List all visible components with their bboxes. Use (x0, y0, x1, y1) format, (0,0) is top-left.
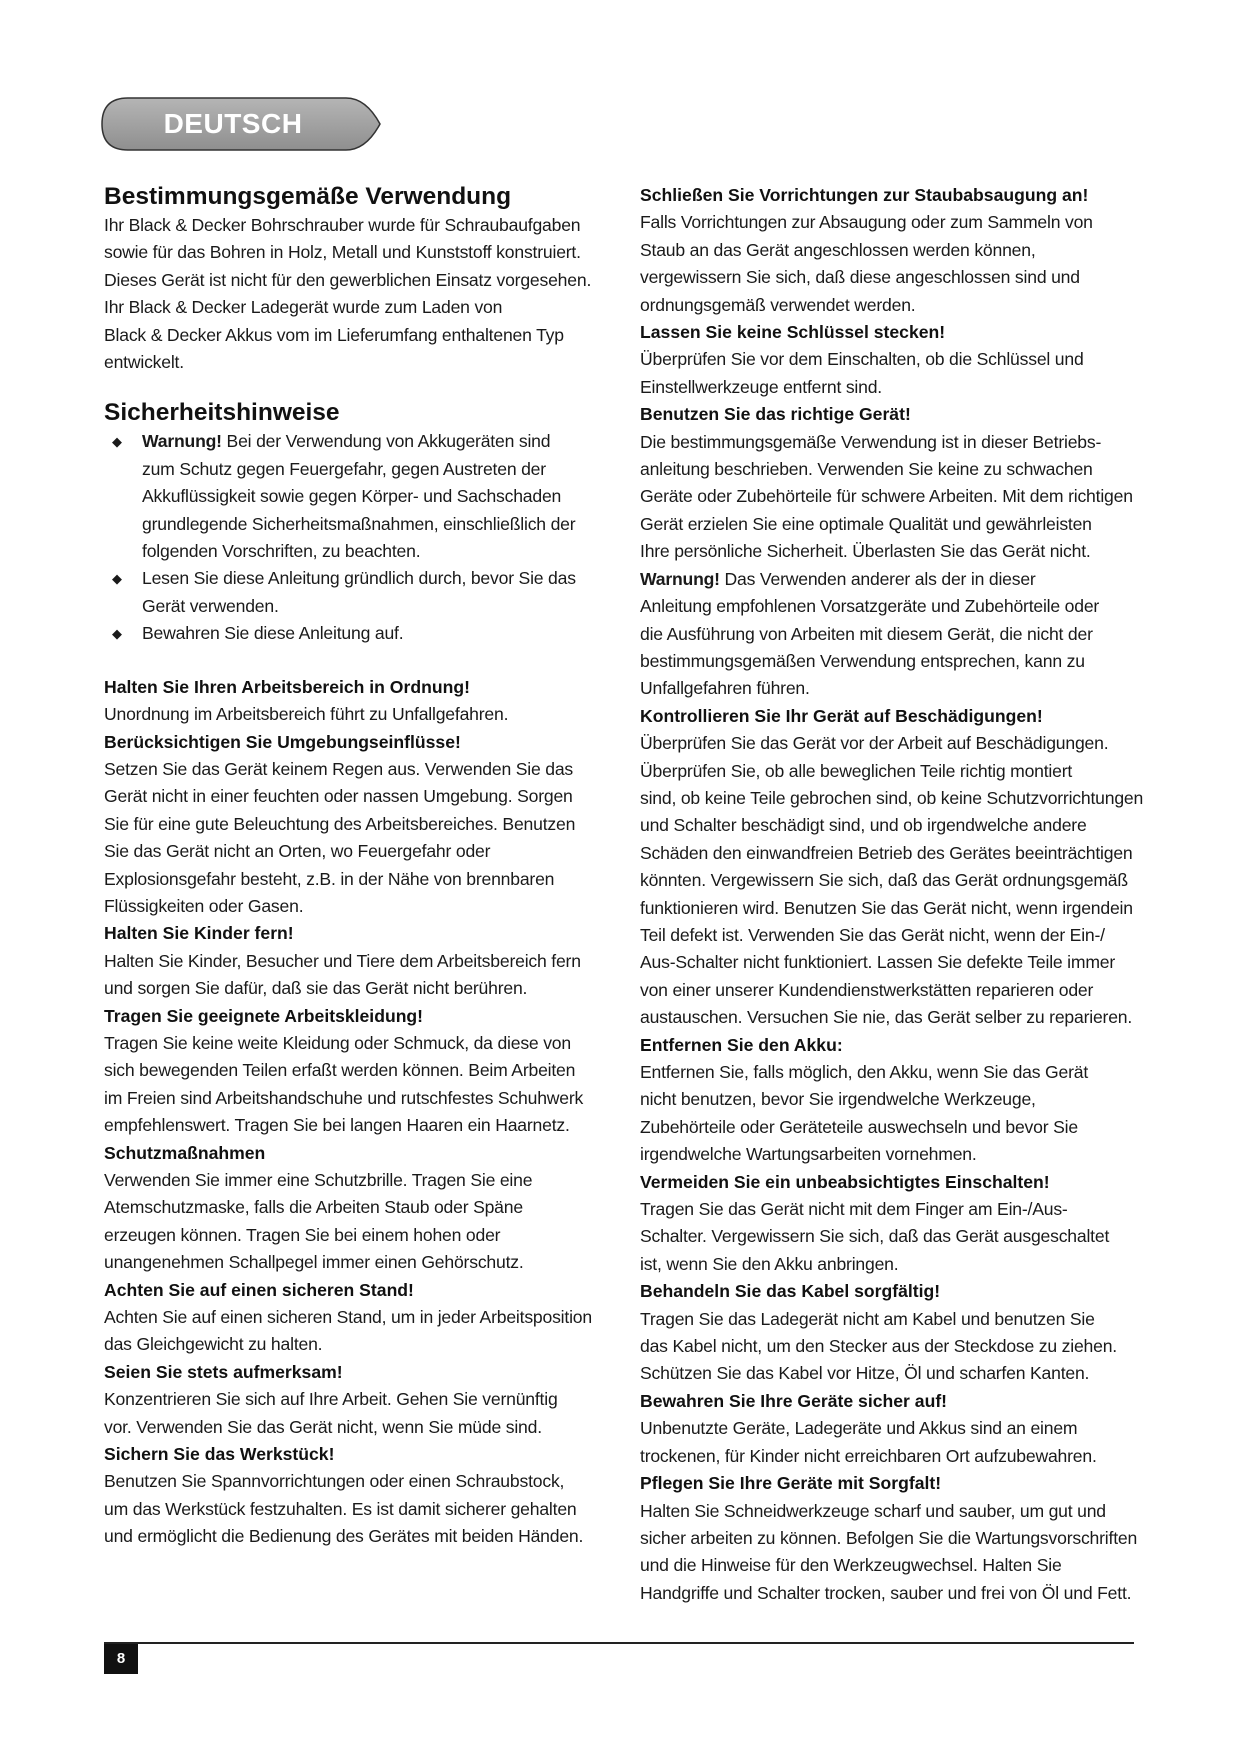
text-line: Überprüfen Sie das Gerät vor der Arbeit auf Beschädigungen. (640, 733, 1109, 754)
text-line: irgendwelche Wartungsarbeiten vornehmen. (640, 1144, 977, 1165)
diamond-bullet-icon: ◆ (112, 571, 122, 587)
text-line: Verwenden Sie immer eine Schutzbrille. Tragen Sie eine (104, 1170, 533, 1190)
text-line: Atemschutzmaske, falls die Arbeiten Staub oder Späne (104, 1197, 523, 1218)
text-line: Konzentrieren Sie sich auf Ihre Arbeit. Gehen Sie vernünftig (104, 1389, 558, 1410)
bullet-item (104, 565, 614, 620)
right-safety-blocks (640, 182, 1150, 566)
text-line: erzeugen können. Tragen Sie bei einem hohen oder (104, 1224, 501, 1245)
text-line: um das Werkstück festzuhalten. Es ist damit sicherer gehalten (104, 1498, 577, 1519)
page-number: 8 (104, 1644, 138, 1674)
text-line: Aus-Schalter nicht funktioniert. Lassen Sie defekte Teile immer (640, 952, 1116, 973)
intended-use-text (104, 212, 614, 376)
text-line: folgenden Vorschriften, zu beachten. (142, 541, 421, 562)
section-title-intended-use: Bestimmungsgemäße Verwendung (104, 183, 512, 210)
text-line: Halten Sie Kinder, Besucher und Tiere dem Arbeitsbereich fern (104, 950, 581, 971)
safety-block (640, 1388, 1150, 1470)
text-line: Überprüfen Sie vor dem Einschalten, ob die Schlüssel und (640, 349, 1084, 370)
text-line: Achten Sie auf einen sicheren Stand, um in jeder Arbeitsposition (104, 1307, 592, 1328)
section-title-safety: Sicherheitshinweise (104, 399, 340, 427)
text-line: und sorgen Sie dafür, daß sie das Gerät nicht berühren. (104, 978, 528, 999)
right-column (640, 182, 1150, 1607)
text-line: Bei der Verwendung von Akkugeräten sind (226, 431, 551, 452)
block-heading: Entfernen Sie den Akku: (640, 1034, 843, 1055)
text-line: zum Schutz gegen Feuergefahr, gegen Austreten der (142, 458, 546, 479)
text-line: Überprüfen Sie, ob alle beweglichen Teile richtig montiert (640, 760, 1073, 781)
text-line: könnten. Vergewissern Sie sich, daß das Gerät ordnungsgemäß (640, 870, 1128, 891)
warning-paragraph (640, 566, 1150, 703)
block-heading: Kontrollieren Sie Ihr Gerät auf Beschädigungen! (640, 705, 1043, 726)
text-line: Sie das Gerät nicht an Orten, wo Feuergefahr oder (104, 841, 491, 862)
text-line: bestimmungsgemäßen Verwendung entsprechen, kann zu (640, 650, 1085, 671)
text-line: und ermöglicht die Bedienung des Gerätes mit beiden Händen. (104, 1526, 584, 1547)
block-heading: Behandeln Sie das Kabel sorgfältig! (640, 1281, 941, 1302)
block-heading: Seien Sie stets aufmerksam! (104, 1361, 343, 1382)
text-line: Benutzen Sie Spannvorrichtungen oder einen Schraubstock, (104, 1471, 565, 1492)
text-line: Anleitung empfohlenen Vorsatzgeräte und Zubehörteile oder (640, 596, 1100, 617)
text-line: sich bewegenden Teilen erfaßt werden können. Beim Arbeiten (104, 1060, 576, 1081)
safety-block (640, 1470, 1150, 1607)
block-heading: Achten Sie auf einen sicheren Stand! (104, 1279, 414, 1300)
bullet-item (104, 620, 614, 647)
right-safety-blocks-2 (640, 703, 1150, 1607)
text-line: Tragen Sie das Gerät nicht mit dem Finger am Ein-/Aus- (640, 1199, 1068, 1220)
safety-block (640, 319, 1150, 401)
safety-block (640, 1169, 1150, 1279)
text-line: Ihr Black & Decker Bohrschrauber wurde für Schraubaufgaben (104, 215, 581, 235)
text-line: Black & Decker Akkus vom im Lieferumfang enthaltenen Typ (104, 324, 564, 345)
safety-block (104, 1359, 614, 1441)
text-line: Explosionsgefahr besteht, z.B. in der Nähe von brennbaren (104, 868, 555, 889)
safety-block (104, 1277, 614, 1359)
warning-label: Warnung! (142, 431, 222, 452)
safety-block (104, 1003, 614, 1140)
text-line: Setzen Sie das Gerät keinem Regen aus. Verwenden Sie das (104, 758, 574, 779)
block-heading: Tragen Sie geeignete Arbeitskleidung! (104, 1005, 424, 1026)
text-line: das Kabel nicht, um den Stecker aus der Steckdose zu ziehen. (640, 1336, 1117, 1357)
text-line: Bewahren Sie diese Anleitung auf. (142, 623, 404, 644)
text-line: sind, ob keine Teile gebrochen sind, ob keine Schutzvorrichtungen (640, 787, 1144, 808)
block-heading: Benutzen Sie das richtige Gerät! (640, 404, 911, 425)
text-line: Staub an das Gerät angeschlossen werden können, (640, 239, 1036, 260)
text-line: Flüssigkeiten oder Gasen. (104, 895, 304, 916)
text-line: Unbenutzte Geräte, Ladegeräte und Akkus sind an einem (640, 1418, 1078, 1439)
text-line: funktionieren wird. Benutzen Sie das Gerät nicht, wenn irgendein (640, 897, 1133, 918)
text-line: Unfallgefahren führen. (640, 678, 810, 699)
language-badge (98, 94, 384, 154)
text-line: im Freien sind Arbeitshandschuhe und rutschfestes Schuhwerk (104, 1087, 584, 1108)
bullet-item (104, 428, 614, 565)
text-line: Ihr Black & Decker Ladegerät wurde zum Laden von (104, 297, 503, 318)
text-line: und Schalter beschädigt sind, und ob irgendwelche andere (640, 815, 1087, 836)
block-heading: Sichern Sie das Werkstück! (104, 1444, 335, 1465)
text-line: Gerät verwenden. (142, 595, 279, 616)
block-heading: Schließen Sie Vorrichtungen zur Staubabsaugung an! (640, 185, 1089, 205)
safety-block (640, 703, 1150, 1032)
text-line: entwickelt. (104, 352, 184, 373)
text-line: Falls Vorrichtungen zur Absaugung oder zum Sammeln von (640, 212, 1093, 233)
block-heading: Bewahren Sie Ihre Geräte sicher auf! (640, 1390, 948, 1411)
text-line: Teil defekt ist. Verwenden Sie das Gerät nicht, wenn der Ein-/ (640, 924, 1105, 945)
text-line: das Gleichgewicht zu halten. (104, 1334, 323, 1355)
block-heading: Halten Sie Ihren Arbeitsbereich in Ordnung! (104, 676, 470, 697)
language-label: DEUTSCH (163, 108, 303, 139)
text-line: sicher arbeiten zu können. Befolgen Sie die Wartungsvorschriften (640, 1527, 1138, 1548)
safety-block (104, 920, 614, 1002)
text-line: ist, wenn Sie den Akku anbringen. (640, 1253, 899, 1274)
block-heading: Schutzmaßnahmen (104, 1142, 266, 1163)
text-line: Schützen Sie das Kabel vor Hitze, Öl und scharfen Kanten. (640, 1363, 1090, 1384)
text-line: Entfernen Sie, falls möglich, den Akku, wenn Sie das Gerät (640, 1062, 1089, 1082)
text-line: und die Hinweise für den Werkzeugwechsel. Halten Sie (640, 1555, 1062, 1576)
text-line: grundlegende Sicherheitsmaßnahmen, einschließlich der (142, 513, 576, 534)
text-line: Die bestimmungsgemäße Verwendung ist in dieser Betriebs- (640, 431, 1102, 452)
text-line: Unordnung im Arbeitsbereich führt zu Unfallgefahren. (104, 704, 509, 725)
diamond-bullet-icon: ◆ (112, 626, 122, 642)
left-column (104, 182, 614, 1551)
warning-label: Warnung! (640, 568, 720, 589)
text-line: die Ausführung von Arbeiten mit diesem Gerät, die nicht der (640, 623, 1093, 644)
text-line: trockenen, für Kinder nicht erreichbaren Ort aufzubewahren. (640, 1445, 1097, 1466)
safety-block (640, 1278, 1150, 1388)
safety-block (104, 1140, 614, 1277)
block-heading: Pflegen Sie Ihre Geräte mit Sorgfalt! (640, 1473, 942, 1494)
safety-block (104, 674, 614, 729)
text-line: nicht benutzen, bevor Sie irgendwelche Werkzeuge, (640, 1089, 1036, 1110)
text-line: Ihre persönliche Sicherheit. Überlasten Sie das Gerät nicht. (640, 541, 1091, 562)
text-line: Halten Sie Schneidwerkzeuge scharf und sauber, um gut und (640, 1500, 1106, 1521)
text-line: von einer unserer Kundendienstwerkstätten reparieren oder (640, 979, 1094, 1000)
text-line: Das Verwenden anderer als der in dieser (724, 568, 1036, 589)
text-line: empfehlenswert. Tragen Sie bei langen Haaren ein Haarnetz. (104, 1115, 570, 1136)
text-line: ordnungsgemäß verwendet werden. (640, 294, 916, 315)
text-line: Handgriffe und Schalter trocken, sauber und frei von Öl und Fett. (640, 1582, 1132, 1603)
text-line: Schäden den einwandfreien Betrieb des Gerätes beeinträchtigen (640, 842, 1133, 863)
text-line: Einstellwerkzeuge entfernt sind. (640, 376, 883, 397)
text-line: Sie für eine gute Beleuchtung des Arbeitsbereiches. Benutzen (104, 813, 576, 834)
text-line: Dieses Gerät ist nicht für den gewerblichen Einsatz vorgesehen. (104, 269, 592, 290)
text-line: austauschen. Versuchen Sie nie, das Gerät selber zu reparieren. (640, 1007, 1133, 1028)
safety-block (104, 1441, 614, 1551)
text-line: unangenehmen Schallpegel immer einen Gehörschutz. (104, 1252, 524, 1273)
footer-divider (104, 1642, 1134, 1644)
text-line: Lesen Sie diese Anleitung gründlich durch, bevor Sie das (142, 568, 576, 589)
text-line: sowie für das Bohren in Holz, Metall und Kunststoff konstruiert. (104, 242, 581, 263)
text-line: vor. Verwenden Sie das Gerät nicht, wenn Sie müde sind. (104, 1416, 542, 1437)
text-line: Tragen Sie keine weite Kleidung oder Schmuck, da diese von (104, 1032, 571, 1053)
block-heading: Berücksichtigen Sie Umgebungseinflüsse! (104, 731, 461, 752)
text-line: Gerät erzielen Sie eine optimale Qualität und gewährleisten (640, 513, 1092, 534)
text-line: Tragen Sie das Ladegerät nicht am Kabel und benutzen Sie (640, 1308, 1095, 1329)
text-line: vergewissern Sie sich, daß diese angeschlossen sind und (640, 267, 1080, 288)
safety-block (640, 182, 1150, 319)
block-heading: Halten Sie Kinder fern! (104, 923, 294, 944)
text-line: Akkuflüssigkeit sowie gegen Körper- und Sachschaden (142, 486, 562, 507)
block-heading: Lassen Sie keine Schlüssel stecken! (640, 322, 946, 343)
safety-block (104, 729, 614, 921)
safety-block (640, 401, 1150, 565)
text-line: Schalter. Vergewissern Sie sich, daß das Gerät ausgeschaltet (640, 1226, 1110, 1247)
text-line: Geräte oder Zubehörteile für schwere Arbeiten. Mit dem richtigen (640, 486, 1133, 507)
left-safety-blocks (104, 674, 614, 1551)
text-line: Gerät nicht in einer feuchten oder nassen Umgebung. Sorgen (104, 786, 573, 807)
safety-block (640, 1032, 1150, 1169)
diamond-bullet-icon: ◆ (112, 434, 122, 450)
text-line: Zubehörteile oder Geräteteile auswechseln und bevor Sie (640, 1116, 1078, 1137)
text-line: anleitung beschrieben. Verwenden Sie keine zu schwachen (640, 459, 1093, 480)
block-heading: Vermeiden Sie ein unbeabsichtigtes Einschalten! (640, 1171, 1050, 1192)
